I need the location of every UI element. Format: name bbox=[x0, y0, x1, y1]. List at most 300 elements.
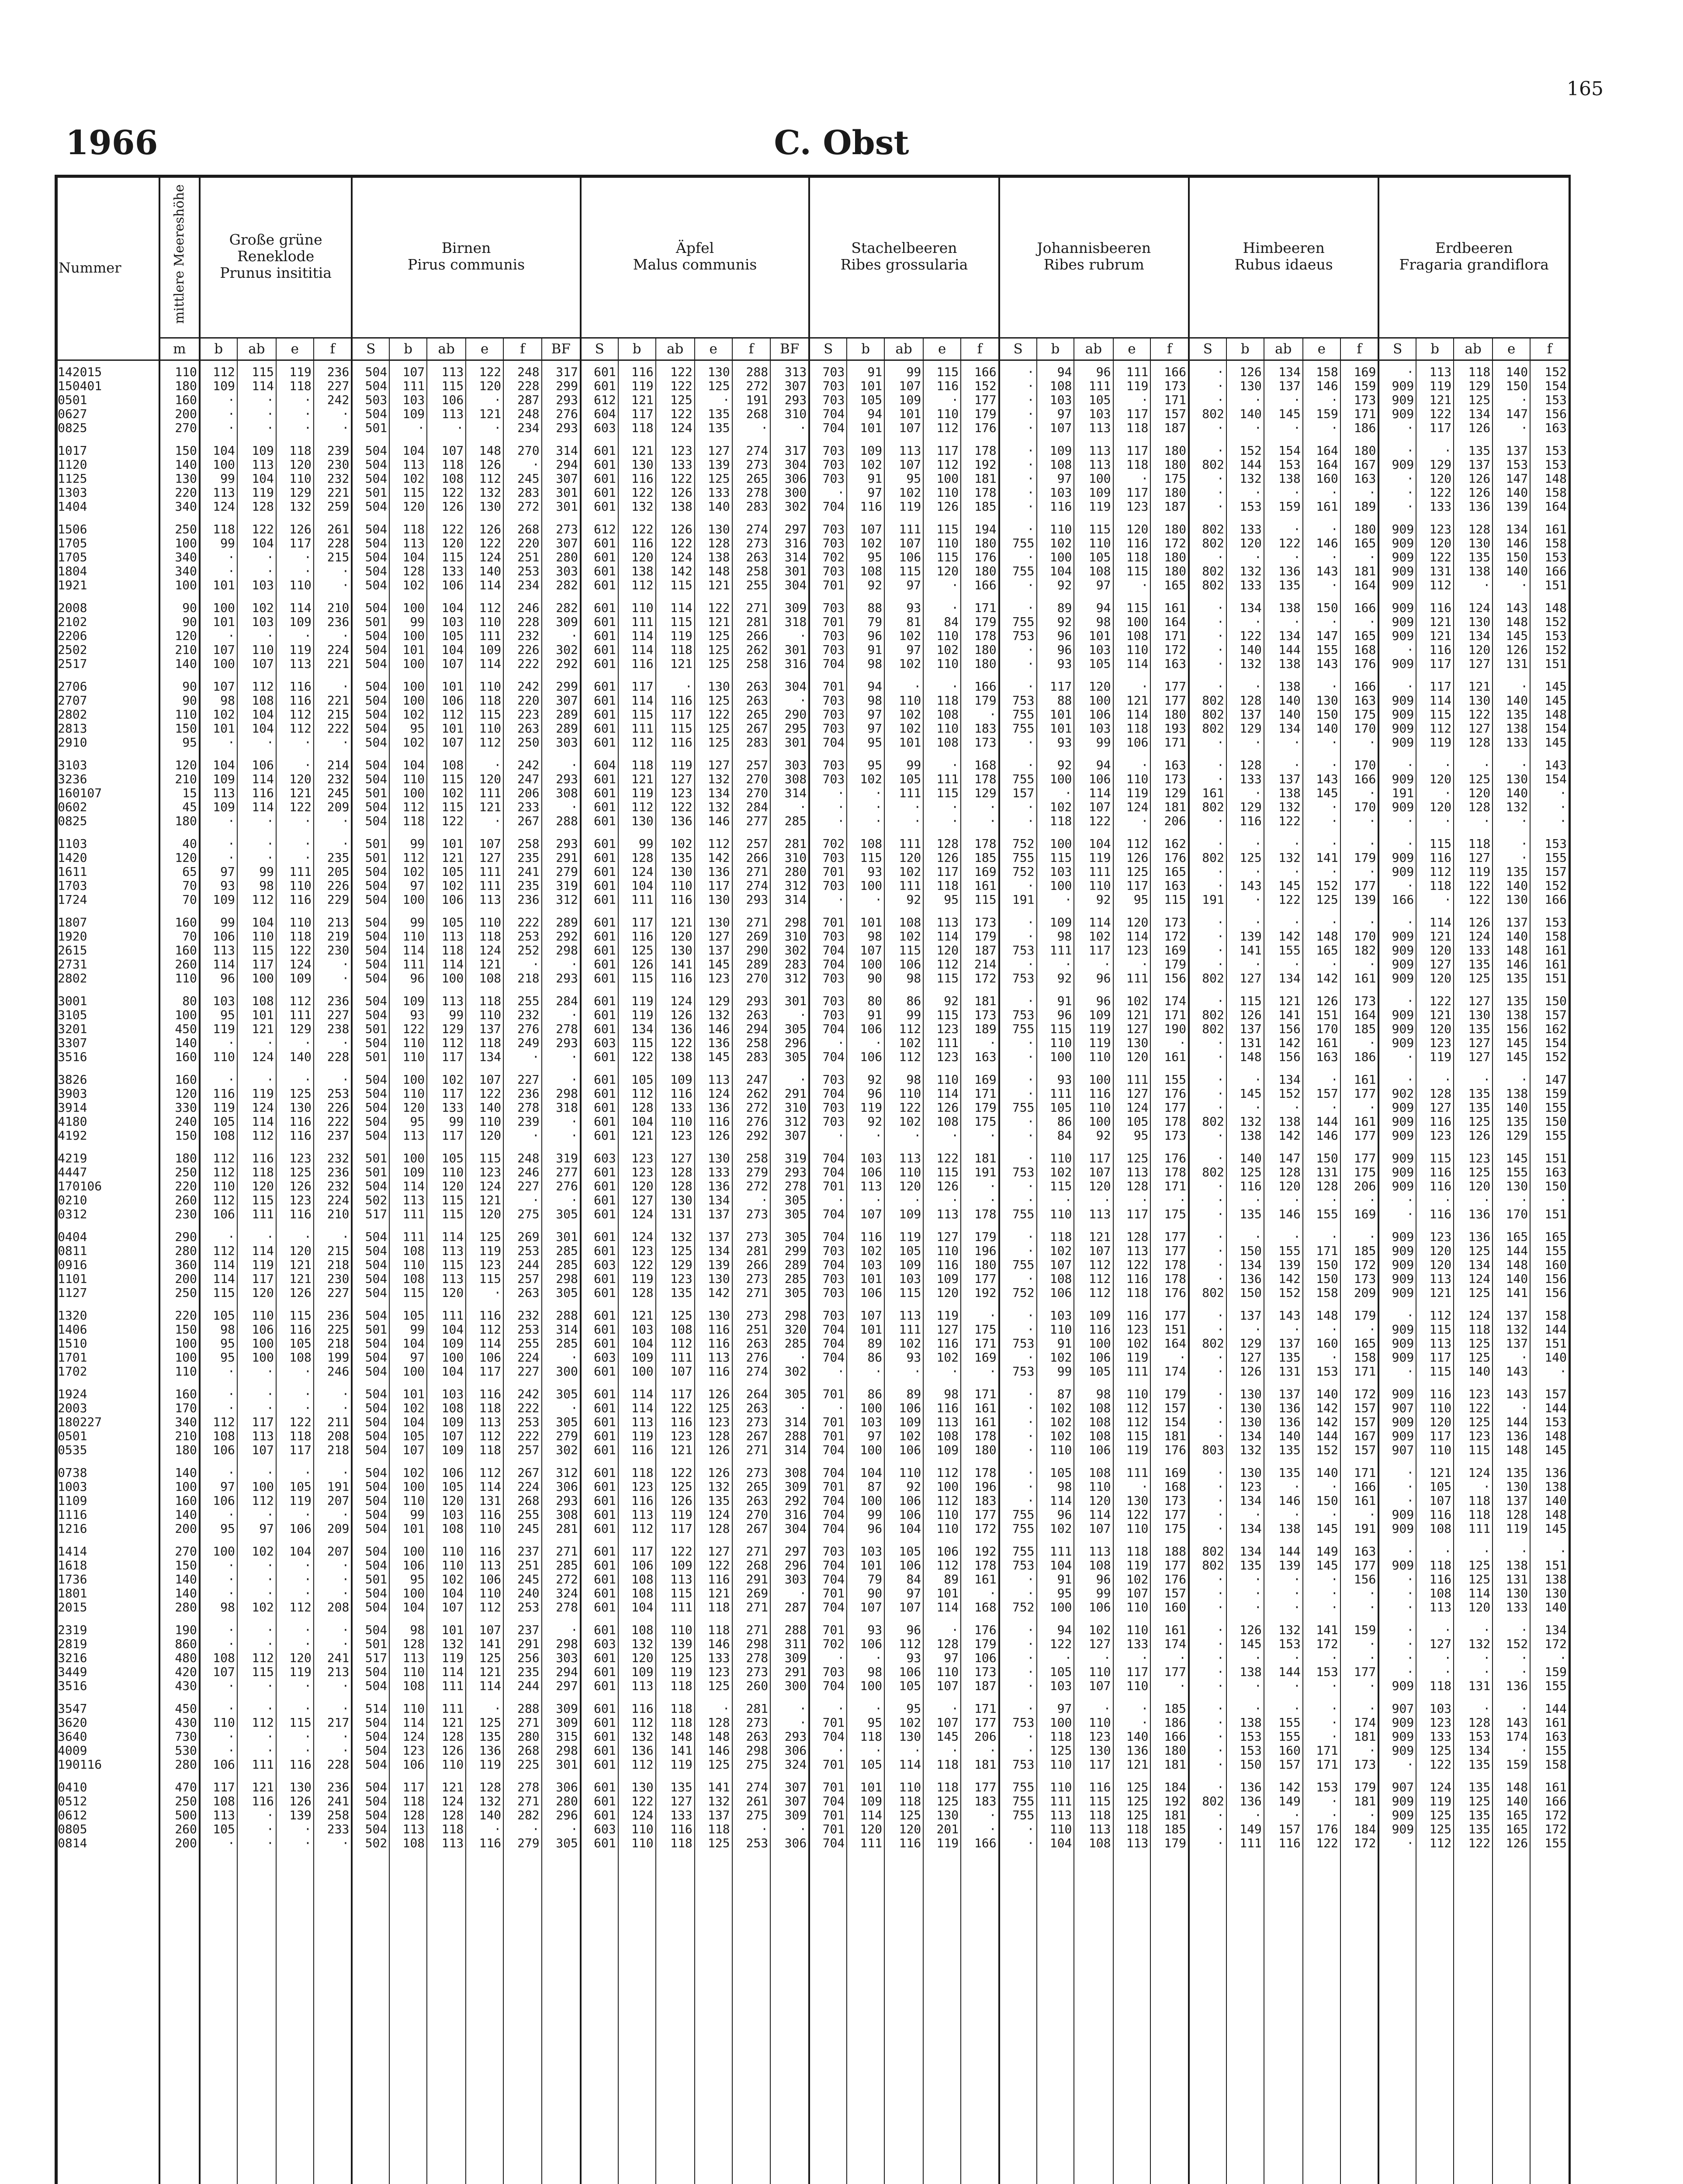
table-cell: 278 bbox=[732, 486, 771, 500]
table-cell: 909 bbox=[1378, 1115, 1416, 1129]
table-cell: 200 bbox=[159, 1272, 200, 1286]
table-cell: 117 bbox=[1416, 421, 1454, 439]
table-cell: 112 bbox=[466, 736, 503, 754]
table-cell: 140 bbox=[466, 564, 503, 578]
table-cell: 284 bbox=[732, 800, 771, 814]
table-cell: 319 bbox=[542, 1147, 581, 1165]
table-cell: 504 bbox=[352, 1304, 389, 1323]
table-cell: 115 bbox=[237, 943, 276, 957]
table-cell: 99 bbox=[389, 911, 427, 930]
table-cell: 161 bbox=[1150, 1050, 1189, 1068]
table-cell: · bbox=[1226, 893, 1264, 911]
row-block bbox=[55, 518, 1569, 597]
station-number: 4219 bbox=[58, 1151, 87, 1165]
table-cell: · bbox=[1303, 957, 1340, 971]
fruit-table bbox=[55, 176, 1569, 2184]
table-cell: · bbox=[1303, 1572, 1340, 1586]
table-cell: · bbox=[1189, 1586, 1226, 1600]
table-cell: 701 bbox=[809, 865, 847, 879]
table-cell: 105 bbox=[618, 1068, 656, 1087]
table-cell: 96 bbox=[1074, 1572, 1113, 1586]
table-cell: 104 bbox=[884, 1522, 923, 1540]
table-cell: 111 bbox=[1113, 360, 1151, 380]
table-cell: 125 bbox=[466, 1716, 503, 1730]
table-cell: 119 bbox=[618, 786, 656, 800]
table-cell: 96 bbox=[200, 971, 237, 990]
table-cell: 114 bbox=[1074, 911, 1113, 930]
table-cell: 285 bbox=[770, 814, 809, 833]
table-cell: · bbox=[999, 458, 1037, 472]
table-cell: 151 bbox=[1150, 1323, 1189, 1337]
table-cell: 180 bbox=[961, 1258, 999, 1272]
table-cell: 135 bbox=[1454, 1022, 1493, 1036]
table-cell: 909 bbox=[1378, 578, 1416, 597]
table-cell: 102 bbox=[1037, 1415, 1074, 1429]
table-cell: 181 bbox=[1340, 1730, 1379, 1744]
table-cell: 131 bbox=[1264, 1365, 1303, 1383]
table-cell: 125 bbox=[1454, 1572, 1493, 1586]
table-cell: · bbox=[314, 1036, 352, 1050]
table-cell: · bbox=[1189, 1365, 1226, 1383]
table-cell: 134 bbox=[1226, 1258, 1264, 1272]
table-cell: 108 bbox=[618, 1586, 656, 1600]
table-cell: 909 bbox=[1378, 772, 1416, 786]
table-cell: 146 bbox=[1303, 536, 1340, 550]
table-cell: 601 bbox=[581, 943, 618, 957]
table-cell: 99 bbox=[1074, 1586, 1113, 1600]
table-cell: 132 bbox=[466, 486, 503, 500]
table-cell: 185 bbox=[1150, 1697, 1189, 1716]
table-cell: 113 bbox=[1074, 1540, 1113, 1559]
table-cell: 118 bbox=[923, 1758, 961, 1776]
table-cell: 152 bbox=[1530, 1050, 1569, 1068]
table-cell: 124 bbox=[237, 1050, 276, 1068]
table-cell: 166 bbox=[1340, 1480, 1379, 1494]
table-cell: 123 bbox=[923, 1022, 961, 1036]
table-cell: 288 bbox=[770, 1619, 809, 1637]
table-cell: 308 bbox=[542, 786, 581, 800]
table-cell: 504 bbox=[352, 1462, 389, 1480]
table-cell: 119 bbox=[1074, 500, 1113, 518]
table-cell: 504 bbox=[352, 957, 389, 971]
table-cell: 909 bbox=[1378, 1808, 1416, 1822]
table-cell: 604 bbox=[581, 407, 618, 421]
station-number: 1924 bbox=[58, 1387, 87, 1401]
table-cell: 236 bbox=[503, 893, 542, 911]
table-cell: 152 bbox=[1303, 1443, 1340, 1462]
table-cell: 121 bbox=[656, 657, 695, 675]
table-cell: 121 bbox=[466, 957, 503, 971]
station-number: 2102 bbox=[58, 615, 87, 629]
table-cell: 128 bbox=[389, 1808, 427, 1822]
table-cell: 123 bbox=[695, 1415, 732, 1429]
table-cell: 315 bbox=[542, 1730, 581, 1744]
table-cell: 102 bbox=[847, 1244, 884, 1258]
table-cell: 191 bbox=[999, 893, 1037, 911]
table-cell: 110 bbox=[618, 1836, 656, 1855]
table-cell: 502 bbox=[352, 1193, 389, 1207]
table-cell: 291 bbox=[770, 1665, 809, 1679]
table-cell: 144 bbox=[1264, 1540, 1303, 1559]
table-cell: 116 bbox=[923, 1337, 961, 1351]
table-cell: 118 bbox=[276, 379, 314, 393]
table-cell: 139 bbox=[1264, 1559, 1303, 1572]
table-cell: · bbox=[961, 1304, 999, 1323]
table-cell: 601 bbox=[581, 1165, 618, 1179]
station-number: 2802 bbox=[58, 971, 87, 985]
table-cell: 909 bbox=[1378, 722, 1416, 736]
table-cell: · bbox=[1340, 486, 1379, 500]
table-cell: 601 bbox=[581, 851, 618, 865]
table-cell: 110 bbox=[237, 1304, 276, 1323]
table-cell: 176 bbox=[1150, 1572, 1189, 1586]
table-cell: 15 bbox=[159, 786, 200, 800]
table-cell: 296 bbox=[770, 1559, 809, 1572]
table-cell: 98 bbox=[200, 1323, 237, 1337]
table-cell: 159 bbox=[1303, 407, 1340, 421]
table-cell: 171 bbox=[961, 597, 999, 615]
table-cell: 140 bbox=[1493, 879, 1530, 893]
table-cell: 144 bbox=[1303, 1429, 1340, 1443]
table-cell: 114 bbox=[923, 1600, 961, 1619]
table-cell: 121 bbox=[466, 407, 503, 421]
table-cell: 601 bbox=[581, 1730, 618, 1744]
table-cell: 221 bbox=[314, 486, 352, 500]
table-cell: 273 bbox=[732, 1415, 771, 1429]
table-cell: 137 bbox=[695, 1207, 732, 1226]
table-cell: 140 bbox=[276, 1050, 314, 1068]
station-number: 2015 bbox=[58, 1600, 87, 1614]
table-cell: · bbox=[999, 911, 1037, 930]
table-cell: 283 bbox=[732, 500, 771, 518]
station-number: 2008 bbox=[58, 601, 87, 615]
table-cell: 102 bbox=[1037, 536, 1074, 550]
table-cell: · bbox=[1303, 1226, 1340, 1244]
table-cell: 90 bbox=[847, 971, 884, 990]
table-cell: · bbox=[1303, 1730, 1340, 1744]
table-cell: 90 bbox=[847, 1586, 884, 1600]
table-cell: · bbox=[1454, 1193, 1493, 1207]
table-cell: 228 bbox=[314, 1050, 352, 1068]
table-cell: 108 bbox=[389, 1836, 427, 1855]
table-cell: 504 bbox=[352, 1480, 389, 1494]
table-cell: 150 bbox=[1303, 1272, 1340, 1286]
table-cell: 120 bbox=[1416, 1415, 1454, 1429]
table-cell: 178 bbox=[961, 1429, 999, 1443]
table-cell: 120 bbox=[427, 536, 466, 550]
table-cell: 160 bbox=[1303, 472, 1340, 486]
table-cell: 135 bbox=[1226, 1559, 1264, 1572]
table-cell: · bbox=[999, 1744, 1037, 1758]
table-cell: · bbox=[1378, 1665, 1416, 1679]
table-cell: 84 bbox=[1037, 1129, 1074, 1147]
table-cell: 119 bbox=[1113, 379, 1151, 393]
table-cell: 100 bbox=[237, 1480, 276, 1494]
table-cell: 118 bbox=[466, 990, 503, 1008]
table-cell: 180 bbox=[961, 643, 999, 657]
table-cell: 122 bbox=[656, 536, 695, 550]
table-cell: · bbox=[809, 1651, 847, 1665]
table-cell: 105 bbox=[200, 1304, 237, 1323]
table-cell: 114 bbox=[1037, 1494, 1074, 1508]
table-cell: 130 bbox=[1454, 694, 1493, 708]
table-cell: 184 bbox=[1340, 1822, 1379, 1836]
table-cell: · bbox=[999, 1129, 1037, 1147]
table-cell: 255 bbox=[503, 1508, 542, 1522]
table-cell: · bbox=[1378, 472, 1416, 486]
table-cell: 107 bbox=[1037, 421, 1074, 439]
table-row bbox=[55, 1244, 1569, 1258]
table-cell: 113 bbox=[884, 439, 923, 458]
table-cell: · bbox=[542, 1619, 581, 1637]
table-cell: 308 bbox=[542, 1508, 581, 1522]
table-cell: · bbox=[1226, 675, 1264, 694]
table-cell: 122 bbox=[656, 472, 695, 486]
table-cell: · bbox=[923, 1697, 961, 1716]
table-cell: 152 bbox=[961, 379, 999, 393]
table-cell: 112 bbox=[200, 1415, 237, 1429]
table-cell: 132 bbox=[1454, 1637, 1493, 1651]
table-cell: 704 bbox=[809, 1794, 847, 1808]
table-cell: 140 bbox=[1264, 1429, 1303, 1443]
table-cell: 245 bbox=[503, 1572, 542, 1586]
table-cell: 161 bbox=[1303, 500, 1340, 518]
table-cell: 115 bbox=[466, 1272, 503, 1286]
table-cell: 97 bbox=[847, 1429, 884, 1443]
table-cell: 230 bbox=[314, 1272, 352, 1286]
table-cell: 137 bbox=[695, 943, 732, 957]
table-cell: 101 bbox=[1037, 722, 1074, 736]
table-cell: · bbox=[1113, 675, 1151, 694]
table-cell: 114 bbox=[237, 772, 276, 786]
table-cell: 117 bbox=[276, 1443, 314, 1462]
empty-cell bbox=[732, 1855, 771, 2184]
table-cell: 121 bbox=[1264, 990, 1303, 1008]
table-cell: 125 bbox=[1416, 1822, 1454, 1836]
table-cell: · bbox=[1303, 550, 1340, 564]
table-cell: 132 bbox=[1226, 1115, 1264, 1129]
table-cell: 128 bbox=[1113, 1226, 1151, 1244]
table-cell: 134 bbox=[695, 1193, 732, 1207]
table-cell: 92 bbox=[884, 893, 923, 911]
table-cell: 110 bbox=[276, 911, 314, 930]
station-number: 0312 bbox=[58, 1207, 87, 1221]
table-cell: 115 bbox=[427, 550, 466, 564]
table-cell: 115 bbox=[656, 722, 695, 736]
table-cell: · bbox=[1189, 1036, 1226, 1050]
table-cell: 191 bbox=[1378, 786, 1416, 800]
station-number: 1807 bbox=[58, 915, 87, 930]
table-cell: 101 bbox=[923, 1586, 961, 1600]
table-cell: 113 bbox=[427, 407, 466, 421]
table-cell: 501 bbox=[352, 421, 389, 439]
table-cell: 166 bbox=[961, 675, 999, 694]
table-cell: · bbox=[200, 736, 237, 754]
table-cell: · bbox=[200, 421, 237, 439]
table-cell: 116 bbox=[618, 536, 656, 550]
table-cell: 704 bbox=[809, 1730, 847, 1744]
table-cell: 141 bbox=[656, 1744, 695, 1758]
table-cell: 153 bbox=[1303, 1776, 1340, 1794]
table-cell: · bbox=[466, 814, 503, 833]
table-cell: 119 bbox=[618, 1272, 656, 1286]
table-cell: 137 bbox=[1264, 1383, 1303, 1401]
table-cell: 122 bbox=[656, 379, 695, 393]
table-cell: · bbox=[1226, 1572, 1264, 1586]
table-cell: 252 bbox=[503, 943, 542, 957]
table-cell: 109 bbox=[200, 379, 237, 393]
table-cell: 104 bbox=[427, 1365, 466, 1383]
table-cell: 137 bbox=[1493, 1337, 1530, 1351]
table-cell: 146 bbox=[695, 814, 732, 833]
table-cell: 115 bbox=[847, 851, 884, 865]
table-cell: 601 bbox=[581, 1508, 618, 1522]
table-cell: 117 bbox=[923, 439, 961, 458]
table-cell: 145 bbox=[1303, 786, 1340, 800]
table-cell: · bbox=[237, 1697, 276, 1716]
table-cell: 249 bbox=[503, 1036, 542, 1050]
table-cell: 122 bbox=[1113, 1508, 1151, 1522]
table-cell: 127 bbox=[695, 754, 732, 772]
table-cell: 111 bbox=[1037, 1794, 1074, 1808]
table-cell: 111 bbox=[884, 833, 923, 851]
table-cell: · bbox=[999, 1697, 1037, 1716]
table-cell: · bbox=[276, 407, 314, 421]
table-cell: 118 bbox=[1113, 722, 1151, 736]
table-cell: 200 bbox=[159, 1836, 200, 1855]
table-row bbox=[55, 657, 1569, 675]
table-cell: 909 bbox=[1378, 615, 1416, 629]
table-cell: 99 bbox=[200, 536, 237, 550]
table-cell: 125 bbox=[1113, 1147, 1151, 1165]
table-cell: 104 bbox=[618, 1600, 656, 1619]
table-cell: 176 bbox=[1303, 1822, 1340, 1836]
table-cell: 101 bbox=[427, 833, 466, 851]
table-cell: 145 bbox=[1493, 1147, 1530, 1165]
table-cell: · bbox=[276, 1365, 314, 1383]
table-cell: 305 bbox=[770, 1383, 809, 1401]
table-cell: 179 bbox=[961, 694, 999, 708]
table-cell: · bbox=[923, 1193, 961, 1207]
table-cell: 113 bbox=[466, 1559, 503, 1572]
table-cell: · bbox=[1340, 911, 1379, 930]
table-cell: 755 bbox=[999, 1258, 1037, 1272]
table-cell: 236 bbox=[314, 990, 352, 1008]
table-cell: 123 bbox=[656, 786, 695, 800]
table-cell: 277 bbox=[732, 814, 771, 833]
table-cell: 601 bbox=[581, 578, 618, 597]
table-cell: · bbox=[961, 1036, 999, 1050]
table-cell: 167 bbox=[1340, 458, 1379, 472]
table-cell: 118 bbox=[1037, 1226, 1074, 1244]
table-cell: 148 bbox=[1530, 597, 1569, 615]
table-cell: 116 bbox=[276, 675, 314, 694]
table-cell: 180 bbox=[961, 536, 999, 550]
table-cell: 127 bbox=[923, 1226, 961, 1244]
table-cell: 134 bbox=[695, 786, 732, 800]
table-cell: 140 bbox=[1113, 1730, 1151, 1744]
table-cell: 214 bbox=[961, 957, 999, 971]
table-cell: 100 bbox=[237, 971, 276, 990]
table-cell: 305 bbox=[542, 1207, 581, 1226]
table-cell: 601 bbox=[581, 486, 618, 500]
table-cell: 96 bbox=[1037, 1508, 1074, 1522]
table-cell: 118 bbox=[276, 1429, 314, 1443]
table-cell: · bbox=[542, 957, 581, 971]
table-row bbox=[55, 1383, 1569, 1401]
altitude-header bbox=[159, 176, 200, 338]
table-cell: 130 bbox=[1226, 379, 1264, 393]
table-cell: 120 bbox=[1454, 786, 1493, 800]
table-cell: · bbox=[999, 1050, 1037, 1068]
empty-cell bbox=[159, 1855, 200, 2184]
table-cell: 113 bbox=[695, 1351, 732, 1365]
table-cell: 145 bbox=[1530, 1443, 1569, 1462]
table-cell: 112 bbox=[427, 708, 466, 722]
table-cell: 121 bbox=[427, 1776, 466, 1794]
table-cell: 137 bbox=[1493, 439, 1530, 458]
table-cell: 128 bbox=[1416, 1087, 1454, 1101]
table-cell: · bbox=[237, 564, 276, 578]
table-cell: · bbox=[314, 675, 352, 694]
table-cell: 140 bbox=[1530, 1494, 1569, 1508]
table-cell: 118 bbox=[389, 518, 427, 536]
table-cell: 262 bbox=[732, 643, 771, 657]
table-cell: 139 bbox=[695, 1258, 732, 1272]
station-number: 1736 bbox=[58, 1572, 87, 1586]
table-cell: 755 bbox=[999, 1808, 1037, 1822]
table-cell: 112 bbox=[1113, 833, 1151, 851]
table-cell: 114 bbox=[237, 800, 276, 814]
table-cell: 101 bbox=[884, 407, 923, 421]
table-cell: 127 bbox=[1416, 957, 1454, 971]
table-cell: · bbox=[1340, 957, 1379, 971]
table-cell: 89 bbox=[847, 1337, 884, 1351]
row-block bbox=[55, 1619, 1569, 1697]
table-cell: 264 bbox=[732, 1383, 771, 1401]
table-cell: 112 bbox=[1074, 1286, 1113, 1304]
table-cell: 155 bbox=[1303, 643, 1340, 657]
empty-cell bbox=[847, 1855, 884, 2184]
table-cell: 270 bbox=[732, 786, 771, 800]
table-cell: 152 bbox=[1226, 439, 1264, 458]
table-cell: 112 bbox=[237, 1129, 276, 1147]
table-cell: 177 bbox=[1340, 1559, 1379, 1572]
table-cell: 504 bbox=[352, 1129, 389, 1147]
table-cell: 236 bbox=[314, 1776, 352, 1794]
table-cell: 121 bbox=[1416, 615, 1454, 629]
table-cell: 193 bbox=[1150, 722, 1189, 736]
table-cell: 122 bbox=[618, 1050, 656, 1068]
station-number: 1003 bbox=[58, 1479, 87, 1494]
empty-cell bbox=[809, 1855, 847, 2184]
table-cell: 175 bbox=[1150, 1207, 1189, 1226]
table-cell: 109 bbox=[200, 893, 237, 911]
table-cell: · bbox=[1226, 911, 1264, 930]
table-cell: · bbox=[1189, 1808, 1226, 1822]
table-cell: 99 bbox=[237, 865, 276, 879]
table-cell: 124 bbox=[200, 500, 237, 518]
table-cell: 504 bbox=[352, 1776, 389, 1794]
table-cell: 420 bbox=[159, 1665, 200, 1679]
table-row bbox=[55, 957, 1569, 971]
table-cell: 139 bbox=[1264, 1258, 1303, 1272]
table-cell: 106 bbox=[847, 1286, 884, 1304]
table-cell: 171 bbox=[1150, 1008, 1189, 1022]
table-cell: 117 bbox=[656, 1522, 695, 1540]
table-cell: 123 bbox=[1416, 1226, 1454, 1244]
table-cell: · bbox=[770, 694, 809, 708]
